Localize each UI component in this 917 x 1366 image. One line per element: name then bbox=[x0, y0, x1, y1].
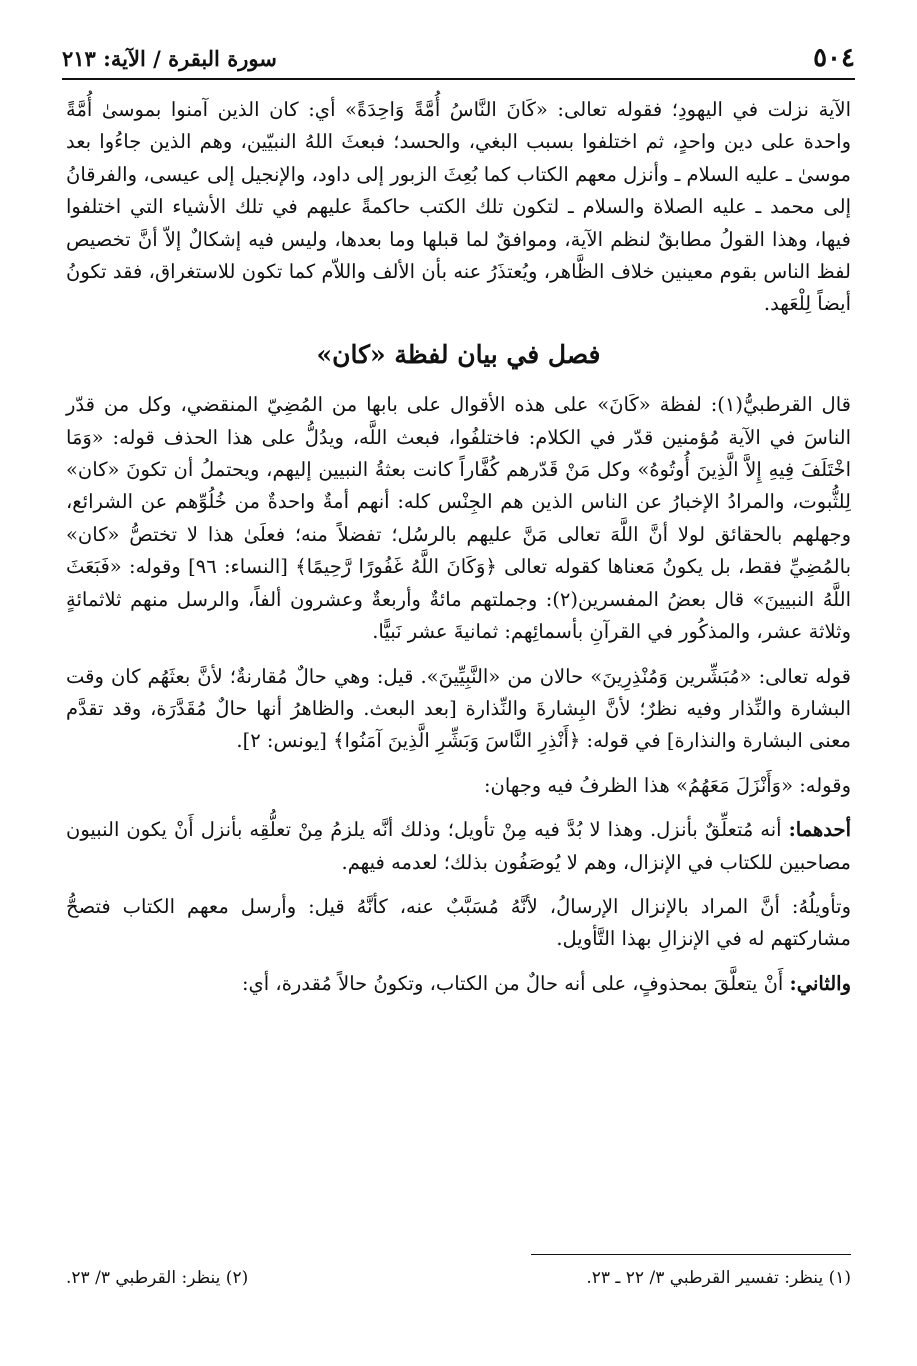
section-heading: فصل في بيان لفظة «كان» bbox=[316, 339, 601, 369]
footnotes bbox=[66, 1268, 851, 1288]
footnote-2: (٢) ينظر: القرطبي ٣/ ٢٣. bbox=[66, 1268, 249, 1288]
page-header bbox=[62, 38, 855, 80]
footnote-1: (١) ينظر: تفسير القرطبي ٣/ ٢٢ ـ ٢٣. bbox=[586, 1268, 851, 1288]
second-view-label: والثاني: bbox=[789, 971, 851, 995]
anzala-paragraph: وقوله: «وَأَنْزَلَ مَعَهُمُ» هذا الظرفُ فيه وجهان: bbox=[483, 773, 851, 797]
running-title: سورة البقرة / الآية: ٢١٣ bbox=[62, 45, 277, 71]
footnote-separator bbox=[531, 1254, 851, 1255]
page-body bbox=[66, 94, 851, 1012]
page-number: ٥٠٤ bbox=[813, 43, 855, 73]
first-view-text: أنه مُتعلِّقٌ بأنزل. وهذا لا بُدَّ فيه مِنْ تأويل؛ وذلك أنَّه يلزمُ مِنْ تعلُّقِه بأنزل أَنْ يكون النبيون مصاحبين للكتاب في الإنزال، وهم لا يُوصَفُون بذلك؛ لعدمه فيهم. bbox=[66, 818, 851, 874]
first-view-paragraph bbox=[66, 814, 851, 879]
mubashshirin-paragraph: قوله تعالى: «مُبَشِّرين وَمُنْذِرِينَ» حالان من «النَّبِيِّينَ». قيل: وهي حالٌ مُقارنةٌ؛ لأنَّ بعثَهُم كان وقت البشارة والنِّذار وفيه نظرٌ؛ لأنَّ البِشارةَ والنِّذارة [بعد البعث. والظاهرُ أنها حالٌ مُقَدَّرَة، وقد تقدَّم معنى البشارة والنذارة] في قوله: ﴿أَنْذِرِ النَّاسَ وَبَشِّرِ الَّذِينَ آمَنُوا﴾ [يونس: ٢]. bbox=[66, 664, 851, 753]
first-view-label: أحدهما: bbox=[788, 818, 851, 842]
second-view-text: أَنْ يتعلَّقَ بمحذوفٍ، على أنه حالٌ من الكتاب، وتكونُ حالاً مُقدرة، أي: bbox=[241, 971, 784, 995]
second-view-paragraph bbox=[66, 968, 851, 1000]
interpretation-paragraph: وتأويلُهُ: أنَّ المراد بالإنزال الإرسالُ، لأنَّهُ مُسَبَّبٌ عنه، كأنَّهُ قيل: وأرسل معهم الكتاب فتصحُّ مشاركتهم له في الإنزالِ بهذا التَّأويل. bbox=[66, 894, 851, 951]
intro-paragraph: الآية نزلت في اليهودِ؛ فقوله تعالى: «كَانَ النَّاسُ أُمَّةً وَاحِدَةً» أي: كان الذين آمنوا بموسىٰ أُمَّةً واحدة على دين واحدٍ، ثم اختلفوا بسبب البغي، والحسد؛ فبعثَ اللهُ النبيّين، وهم الذين جاءُوا بعد موسىٰ ـ عليه السلام ـ وأنزل معهم الكتاب كما بُعِثَ الزبور إلى داود، والإنجيل إلى عيسى، والفرقانُ إلى محمد ـ عليه الصلاة والسلام ـ لتكون تلك الكتب حاكمةً عليهم في تلك الأشياء التي اختلفوا فيها، وهذا القولُ مطابقٌ لنظم الآية، وموافقٌ لما قبلها وما بعدها، وليس فيه إشكالٌ إلاّ أنَّ تخصيص لفظ الناس بقوم معينين خلاف الظَّاهر، ويُعتذَرُ عنه بأن الألف واللاّم كما تكون للاستغراق، فقد تكونُ أيضاً لِلْعَهد. bbox=[66, 98, 851, 316]
qurtubi-paragraph: قال القرطبيُّ(١): لفظة «كَانَ» على هذه الأقوال على بابها من المُضِيّ المنقضي، وكل من قدّر الناسَ في الآية مُؤمنين قدّر في الكلام: فاختلفُوا، فبعث اللَّه، ويدُلُّ على هذا الحذف قوله: «وَمَا اخْتَلَفَ فِيهِ إِلاَّ الَّذِينَ أُوتُوهُ» وكل مَنْ قَدّرهم كُفَّاراً كانت بعثةُ النبيين إليهم، ويحتملُ أن تكونَ «كان» لِلثُّبوت، والمرادُ الإخبارُ عن الناس الذين هم الجِنْس كله: أنهم أمةٌ واحدةٌ من خُلُوِّهم عن الشرائع، وجهلهم بالحقائق لولا أنَّ اللَّهَ تعالى مَنَّ عليهم بالرسُل؛ تفضلاً منه؛ فعلَىٰ هذا لا تختصُّ «كان» بالمُضِيِّ فقط، بل يكونُ مَعناها كقوله تعالى ﴿وَكَانَ اللَّهُ غَفُورًا رَّحِيمًا﴾ [النساء: ٩٦] وقوله: «فَبَعَثَ اللَّهُ النبيينَ» قال بعضُ المفسرين(٢): وجملتهم مائةٌ وأربعةٌ وعشرون ألفاً، والرسل منهم ثلاثمائةٍ وثلاثة عشر، والمذكُور في القرآنِ بأسمائِهم: ثمانيةَ عشر نَبيًّا. bbox=[66, 393, 851, 644]
